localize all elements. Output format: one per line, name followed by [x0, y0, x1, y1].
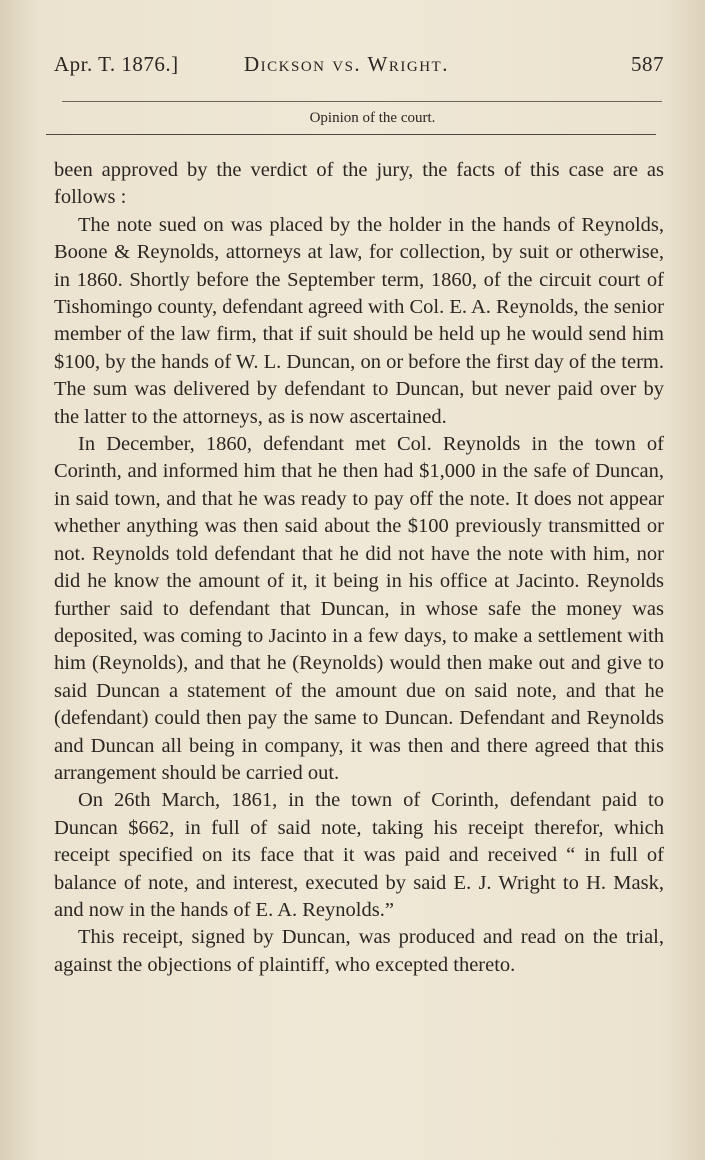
paragraph: On 26th March, 1861, in the town of Corinth, defendant paid to Duncan $662, in full of said note, taking his receipt therefor, which receipt specified on its face that it was paid and received “ in full of balance of note, and interest, executed by said E. J. Wright to H. Mask, and now in the hands of E. A. Reynolds.” — [54, 789, 664, 921]
page-number: 587 — [631, 52, 664, 76]
section-subhead: Opinion of the court. — [309, 110, 436, 126]
paragraph: In December, 1860, defendant met Col. Reynolds in the town of Corinth, and informed him that he then had $1,000 in the safe of Duncan, in said town, and that he was ready to pay off the note. It does not appear whether anything was then said about the $100 previously transmitted or not. Reynolds told defendant that he did not have the note with him, nor did he know the amount of it, it being in his office at Jacinto. Reynolds further said to defendant that Duncan, in whose safe the money was deposited, was coming to Jacinto in a few days, to make a settlement with him (Reynolds), and that he (Reynolds) would then make out and give to said Duncan a statement of the amount due on said note, and that he (defendant) could then pay the same to Duncan. Defendant and Reynolds and Duncan all being in company, it was then and there agreed that this arrangement should be carried out. — [54, 433, 664, 784]
term-label: Apr. T. 1876.] — [54, 52, 179, 76]
case-title: Dickson vs. Wright. — [244, 52, 449, 76]
subhead-rule — [46, 134, 656, 135]
running-header — [54, 52, 664, 84]
paragraph: The note sued on was placed by the holder in the hands of Reynolds, Boone & Reynolds, attorneys at law, for collection, by suit or otherwise, in 1860. Shortly before the September term, 1860, of the circuit court of Tishomingo county, defendant agreed with Col. E. A. Reynolds, the senior member of the law firm, that if suit should be held up he would send him $100, by the hands of W. L. Duncan, on or before the first day of the term. The sum was delivered by defendant to Duncan, but never paid over by the latter to the attorneys, as is now ascertained. — [54, 213, 664, 428]
body-text — [54, 157, 664, 979]
header-rule — [62, 101, 662, 102]
paragraph: been approved by the verdict of the jury, the facts of this case are as follows : — [54, 159, 664, 209]
paragraph: This receipt, signed by Duncan, was produced and read on the trial, against the objections of plaintiff, who excepted thereto. — [54, 926, 664, 976]
